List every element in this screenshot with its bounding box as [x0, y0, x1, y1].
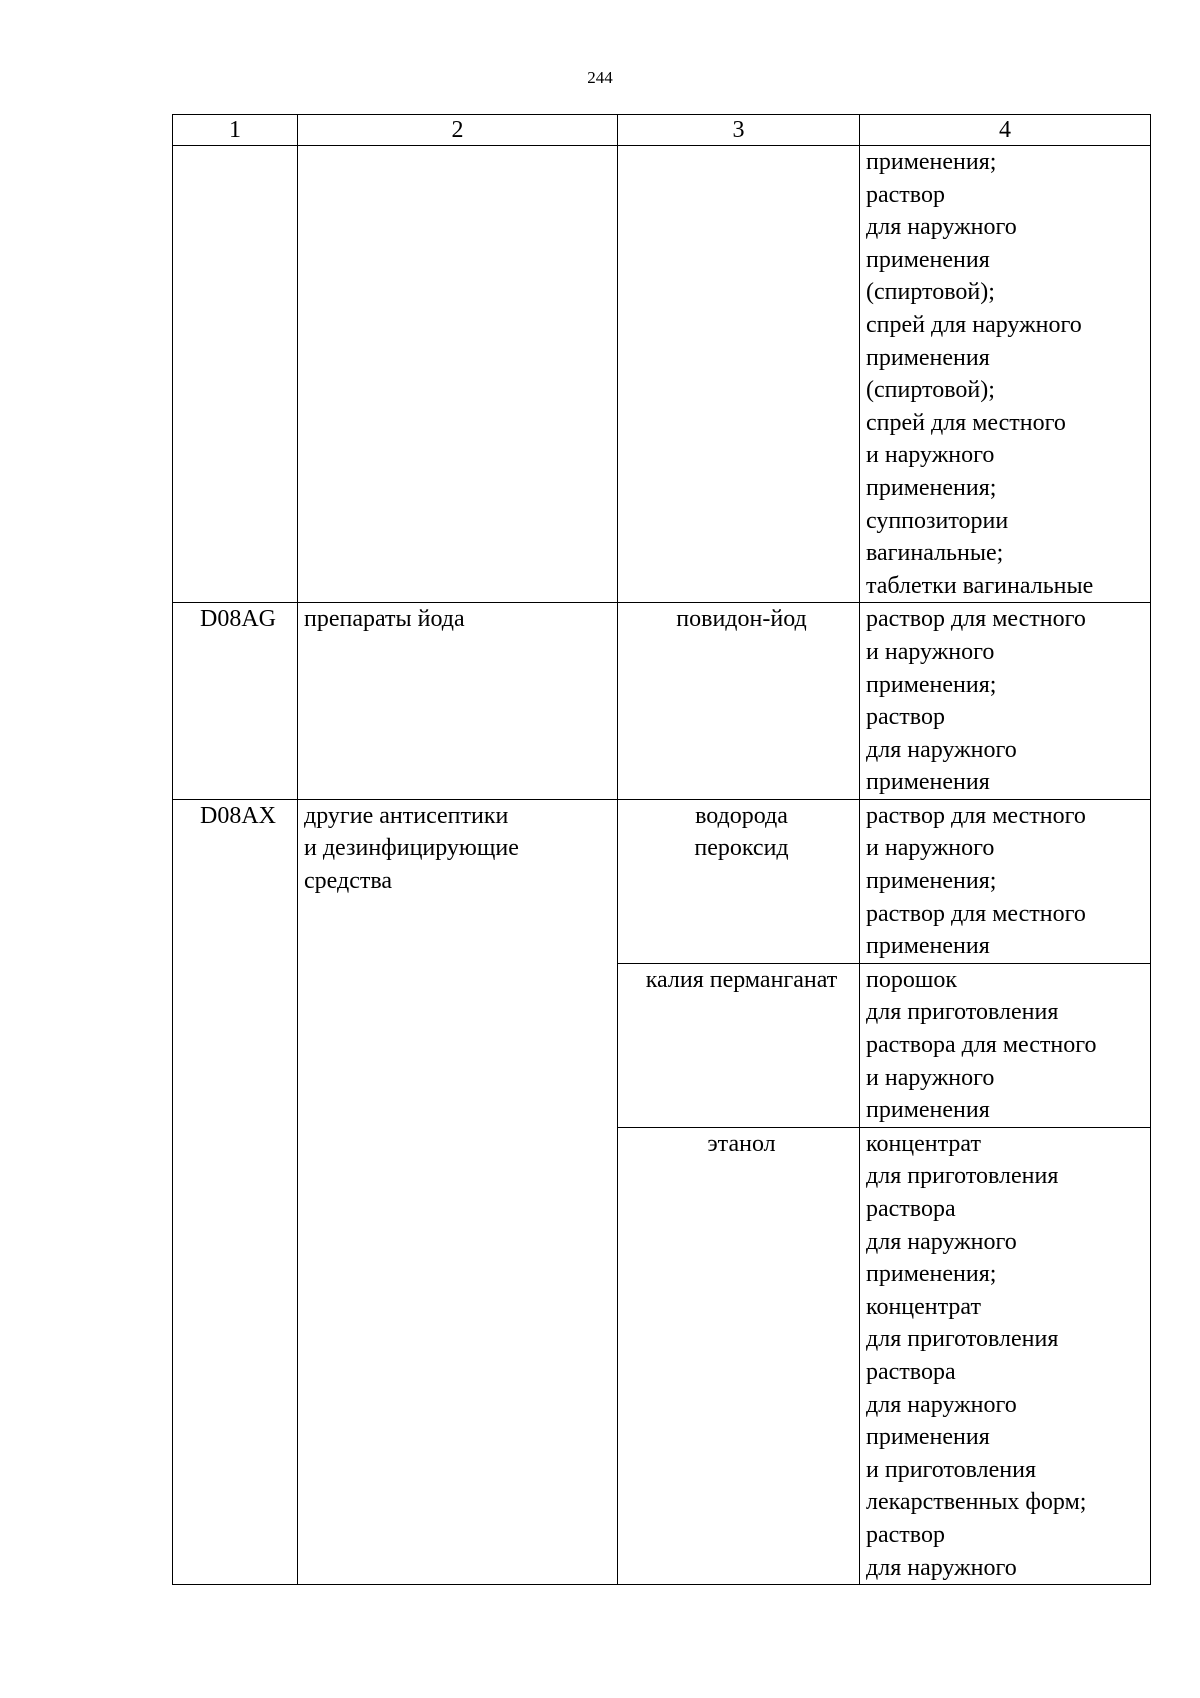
group-name-cell: [298, 799, 618, 1584]
group-name-cell-line: препараты йода: [304, 606, 465, 633]
dosage-forms-cell-line: лекарственных форм;: [866, 1489, 1087, 1516]
dosage-forms-cell-line: применения;: [866, 149, 997, 175]
dosage-forms-cell-line: применения;: [866, 868, 997, 895]
dosage-forms-cell-line: раствор для местного: [866, 802, 1086, 829]
dosage-forms-cell-line: раствора: [866, 1196, 956, 1222]
dosage-forms-cell-line: и наружного: [866, 1064, 995, 1091]
dosage-forms-cell-line: спрей для наружного: [866, 311, 1082, 338]
dosage-forms-cell-line: суппозитории: [866, 507, 1009, 534]
header-row: [173, 115, 1151, 146]
dosage-forms-cell-line: применения: [866, 1424, 990, 1451]
dosage-forms-cell-line: применения: [866, 246, 990, 273]
dosage-forms-cell-line: и приготовления: [866, 1456, 1037, 1483]
dosage-forms-cell: [860, 799, 1151, 963]
dosage-forms-cell-line: применения: [866, 933, 990, 960]
dosage-forms-cell-line: раствор: [866, 1521, 945, 1548]
table-row: [173, 146, 1151, 603]
dosage-forms-cell-line: концентрат: [866, 1293, 981, 1320]
dosage-forms-cell-line: для наружного: [866, 1228, 1017, 1255]
dosage-forms-cell-line: спрей для местного: [866, 409, 1066, 436]
atc-code-cell: [173, 146, 298, 603]
dosage-forms-cell-line: таблетки вагинальные: [866, 572, 1094, 599]
drug-name-cell-line: калия перманганат: [645, 966, 838, 993]
dosage-forms-cell-line: применения: [866, 769, 990, 796]
dosage-forms-cell-line: для приготовления: [866, 999, 1059, 1026]
dosage-forms-cell-line: и наружного: [866, 638, 995, 665]
header-cell-3: 3: [618, 115, 860, 146]
header-cell-4: 4: [860, 115, 1151, 146]
group-name-cell-line: и дезинфицирующие: [304, 835, 519, 862]
drug-name-cell: [618, 963, 860, 1127]
dosage-forms-cell-line: раствор для местного: [866, 606, 1086, 633]
dosage-forms-cell-line: раствор для местного: [866, 900, 1086, 927]
dosage-forms-cell: [860, 146, 1151, 603]
table-row: [173, 799, 1151, 963]
table-body: [173, 146, 1151, 1585]
drug-name-cell-line: пероксид: [694, 835, 789, 862]
header-cell-1: 1: [173, 115, 298, 146]
atc-code-cell: [173, 799, 298, 1584]
drug-name-cell-line: этанол: [707, 1130, 776, 1157]
atc-code-cell: [173, 603, 298, 800]
drug-name-cell-line: водорода: [695, 802, 788, 829]
dosage-forms-cell-line: применения;: [866, 1261, 997, 1288]
page-number: 244: [587, 68, 613, 87]
atc-code: D08AX: [200, 802, 276, 829]
dosage-forms-cell-line: для наружного: [866, 214, 1017, 241]
dosage-forms-cell-line: (спиртовой);: [866, 377, 995, 404]
table-row: [173, 603, 1151, 800]
atc-code: D08AG: [200, 606, 276, 633]
dosage-forms-cell-line: для приготовления: [866, 1326, 1059, 1353]
drug-name-cell: [618, 799, 860, 963]
dosage-forms-cell-line: (спиртовой);: [866, 279, 995, 306]
dosage-forms-cell-line: раствора: [866, 1358, 956, 1385]
group-name-cell-line: другие антисептики: [304, 802, 509, 829]
group-name-cell: [298, 603, 618, 800]
dosage-forms-cell: [860, 603, 1151, 800]
group-name-cell: [298, 146, 618, 603]
group-name-cell-line: средства: [304, 868, 393, 895]
dosage-forms-cell: [860, 963, 1151, 1127]
dosage-forms-cell-line: концентрат: [866, 1130, 981, 1157]
drug-name-cell: [618, 1127, 860, 1584]
medication-table: [172, 114, 1151, 1585]
dosage-forms-cell-line: применения;: [866, 474, 997, 501]
header-cell-2: 2: [298, 115, 618, 146]
dosage-forms-cell-line: применения: [866, 1097, 990, 1124]
dosage-forms-cell-line: применения;: [866, 671, 997, 698]
dosage-forms-cell-line: для наружного: [866, 1391, 1017, 1418]
dosage-forms-cell-line: раствор: [866, 181, 945, 208]
dosage-forms-cell-line: вагинальные;: [866, 540, 1004, 567]
dosage-forms-cell: [860, 1127, 1151, 1584]
dosage-forms-cell-line: порошок: [866, 966, 957, 993]
dosage-forms-cell-line: применения: [866, 344, 990, 371]
drug-name-cell: [618, 603, 860, 800]
dosage-forms-cell-line: для наружного: [866, 736, 1017, 763]
drug-name-cell-line: повидон-йод: [676, 606, 807, 633]
dosage-forms-cell-line: раствора для местного: [866, 1032, 1097, 1059]
dosage-forms-cell-line: и наружного: [866, 442, 995, 469]
dosage-forms-cell-line: раствор: [866, 704, 945, 731]
dosage-forms-cell-line: для приготовления: [866, 1163, 1059, 1190]
dosage-forms-cell-line: и наружного: [866, 835, 995, 862]
dosage-forms-cell-line: для наружного: [866, 1554, 1017, 1581]
drug-name-cell: [618, 146, 860, 603]
